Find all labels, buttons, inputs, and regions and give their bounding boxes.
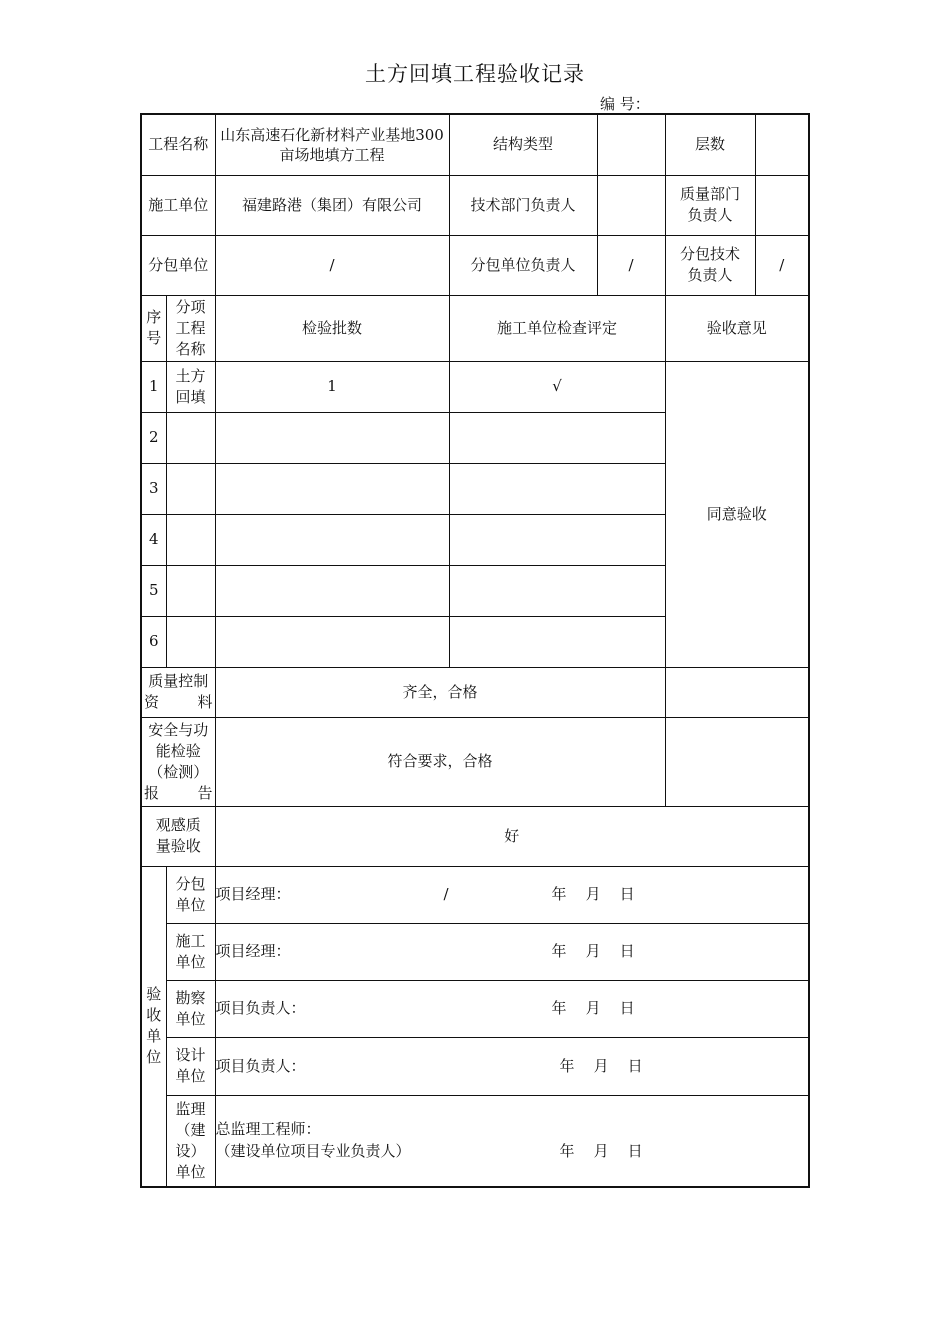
quality-control-label: 质量控制资料: [141, 667, 215, 717]
acceptance-unit-name: 监理（建设）单位: [166, 1095, 215, 1187]
item-check: [449, 616, 665, 667]
structure-type-label: 结构类型: [449, 114, 597, 175]
signature-date: 年 月 日: [559, 1141, 643, 1160]
acceptance-unit-name: 设计单位: [166, 1037, 215, 1095]
floors-value: [755, 114, 809, 175]
acceptance-signature-row: [215, 1037, 809, 1095]
floors-label: 层数: [665, 114, 755, 175]
project-name-value: 山东高速石化新材料产业基地300亩场地填方工程: [215, 114, 449, 175]
acceptance-signature-row: [215, 866, 809, 923]
item-no: 5: [141, 565, 166, 616]
structure-type-value: [597, 114, 665, 175]
item-no: 6: [141, 616, 166, 667]
safety-report-value: 符合要求，合格: [215, 717, 665, 806]
signature-date: 年 月 日: [559, 1056, 643, 1075]
signatory-role: 项目经理：: [215, 884, 291, 903]
signatory-name: /: [443, 884, 449, 903]
signature-date: 年 月 日: [551, 998, 635, 1017]
item-check: [449, 463, 665, 514]
acceptance-unit-name: 分包单位: [166, 866, 215, 923]
signatory-role-alt: （建设单位项目专业负责人）: [215, 1141, 411, 1160]
item-name: [166, 514, 215, 565]
signature-date: 年 月 日: [551, 884, 635, 903]
acceptance-form-table: [140, 113, 810, 1188]
contractor-label: 施工单位: [141, 175, 215, 235]
page-title: 土方回填工程验收记录: [365, 62, 585, 86]
item-batches: [215, 565, 449, 616]
item-batches: [215, 514, 449, 565]
item-no: 3: [141, 463, 166, 514]
col-self-check-header: 施工单位检查评定: [449, 295, 665, 361]
item-batches: [215, 412, 449, 463]
tech-head-label: 技术部门负责人: [449, 175, 597, 235]
subcontractor-label: 分包单位: [141, 235, 215, 295]
item-no: 2: [141, 412, 166, 463]
signature-date: 年 月 日: [551, 941, 635, 960]
signatory-role: 总监理工程师：: [215, 1119, 321, 1138]
safety-report-opinion: [665, 717, 809, 806]
sub-head-value: /: [597, 235, 665, 295]
item-no: 4: [141, 514, 166, 565]
project-name-label: 工程名称: [141, 114, 215, 175]
col-opinion-header: 验收意见: [665, 295, 809, 361]
appearance-quality-value: 好: [215, 806, 809, 866]
col-no-header: 序号: [141, 295, 166, 361]
signatory-role: 项目负责人：: [215, 998, 306, 1017]
tech-head-value: [597, 175, 665, 235]
item-name: 土方回填: [166, 361, 215, 412]
acceptance-signature-row: [215, 923, 809, 980]
item-name: [166, 616, 215, 667]
safety-report-label: 安全与功能检验（检测）报告: [141, 717, 215, 806]
item-batches: [215, 463, 449, 514]
sub-head-label: 分包单位负责人: [449, 235, 597, 295]
item-batches: 1: [215, 361, 449, 412]
col-name-header: 分项工程名称: [166, 295, 215, 361]
quality-head-label: 质量部门负责人: [665, 175, 755, 235]
acceptance-unit-name: 勘察单位: [166, 980, 215, 1037]
signatory-role: 项目负责人：: [215, 1056, 306, 1075]
appearance-quality-label: 观感质量验收: [141, 806, 215, 866]
item-batches: [215, 616, 449, 667]
quality-control-opinion: [665, 667, 809, 717]
sub-tech-head-value: /: [755, 235, 809, 295]
table-row: [141, 361, 809, 412]
item-name: [166, 565, 215, 616]
acceptance-unit-name: 施工单位: [166, 923, 215, 980]
item-check: [449, 565, 665, 616]
quality-control-value: 齐全，合格: [215, 667, 665, 717]
item-no: 1: [141, 361, 166, 412]
signatory-role: 项目经理：: [215, 941, 291, 960]
item-name: [166, 412, 215, 463]
subcontractor-value: /: [215, 235, 449, 295]
acceptance-opinion-value: 同意验收: [665, 361, 809, 667]
item-check: [449, 412, 665, 463]
sub-tech-head-label: 分包技术负责人: [665, 235, 755, 295]
acceptance-signature-row: [215, 1095, 809, 1187]
contractor-value: 福建路港（集团）有限公司: [215, 175, 449, 235]
serial-number-label: 编 号：: [600, 95, 650, 113]
item-name: [166, 463, 215, 514]
acceptance-signature-row: [215, 980, 809, 1037]
col-batches-header: 检验批数: [215, 295, 449, 361]
item-check: √: [449, 361, 665, 412]
quality-head-value: [755, 175, 809, 235]
item-check: [449, 514, 665, 565]
acceptance-units-label: 验收单位: [141, 866, 166, 1187]
